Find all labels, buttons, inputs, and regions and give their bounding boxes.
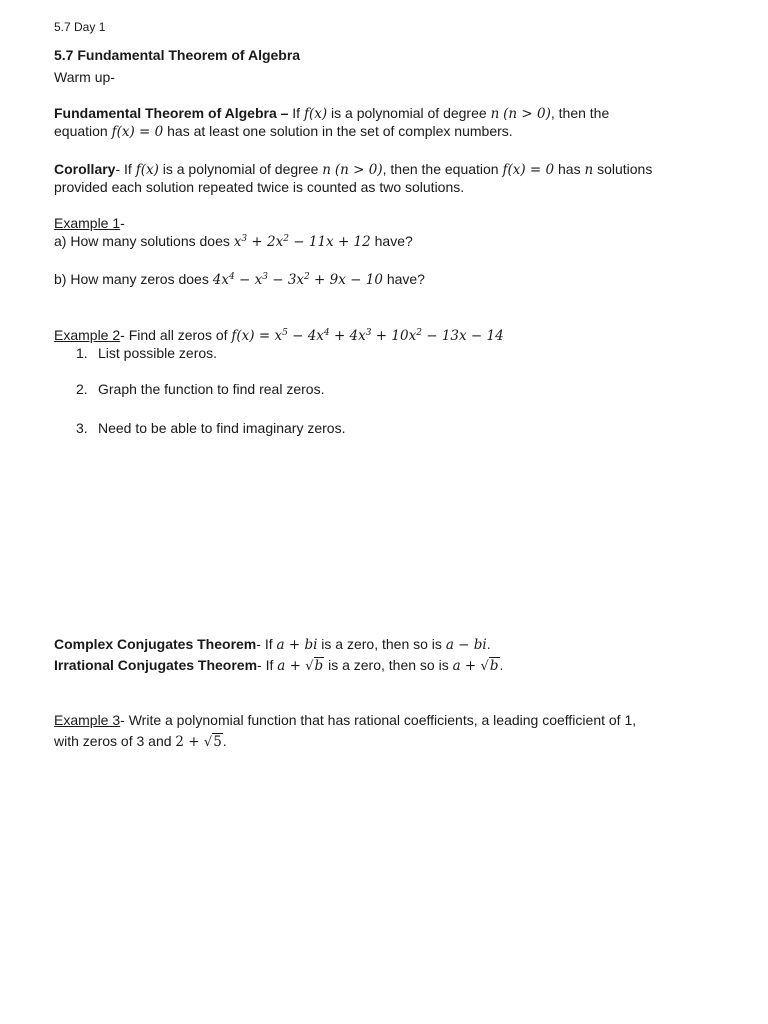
radicand: 5 [213,734,222,750]
example-1a-text: a) How many solutions does [54,233,234,249]
corollary-line-2: provided each solution repeated twice is counted as two solutions. [54,179,465,195]
corollary-n: n [584,162,594,178]
fta-line-2 [54,122,513,141]
example-2-step [76,344,217,362]
corollary-fx: f(x) [135,162,159,178]
fta-text: , then the [550,105,610,121]
example-2-text: - Find all zeros of [120,327,232,343]
example-1-label: Example 1 [54,215,121,231]
step-text: Need to be able to find imaginary zeros. [98,420,346,436]
example-3-text: . [222,733,227,749]
example-1a [54,232,413,251]
example-3-text: with zeros of 3 and [54,733,176,749]
example-2-step [76,380,324,398]
example-1-dash: - [120,215,125,231]
fta-text: is a polynomial of degree [327,105,491,121]
example-1-heading [54,214,125,232]
fta-line-1 [54,104,609,123]
corollary-text: - If [115,161,136,177]
step-text: List possible zeros. [98,345,218,361]
theorem-text: . [486,636,491,652]
irrational-conjugates-label: Irrational Conjugates Theorem [54,657,258,673]
example-1a-polynomial: $x^3 + 2x^2 - 11x + 12$ [233,234,371,250]
step-number: 1. [76,345,88,361]
corollary-text: solutions [593,161,653,177]
example-3-line-2 [54,732,227,752]
fta-equation: f(x) = 0 [111,124,164,140]
fta-fx: f(x) [303,106,328,122]
fta-n: n [490,106,500,122]
corollary-text: has [554,161,585,177]
example-1b [54,270,425,289]
corollary-text: , then the equation [382,161,503,177]
theorem-text: is a zero, then so is [317,636,446,652]
irrational-conjugates-theorem [54,656,503,676]
corollary-condition: (n > 0) [334,162,383,178]
example-3-text: - Write a polynomial function that has rational coefficients, a leading coefficient of 1, [120,712,637,728]
theorem-text: is a zero, then so is [324,657,453,673]
warmup-label: Warm up- [54,69,115,85]
example-2-function: $f(x) = x^5 - 4x^4 + 4x^3 + 10x^2 - 13x - 14$ [231,328,504,344]
example-3-zero: 2 + [175,734,204,750]
complex-conjugates-theorem [54,635,491,654]
square-root: √b [480,658,499,674]
fta-text: equation [54,123,112,139]
complex-conjugates-label: Complex Conjugates Theorem [54,636,257,652]
corollary-text: is a polynomial of degree [158,161,323,177]
example-1b-text: b) How many zeros does [54,271,213,287]
irrational-conjugate: a + [452,658,481,674]
example-1b-text: have? [382,271,425,287]
corollary-equation: f(x) = 0 [502,162,555,178]
complex-zero: a + bi [276,637,318,653]
step-text: Graph the function to find real zeros. [98,381,325,397]
square-root: √b [305,658,324,674]
complex-conjugate: a − bi [445,637,487,653]
example-1a-text: have? [370,233,413,249]
fta-condition: (n > 0) [503,106,551,122]
radicand: b [489,658,499,674]
corollary-line-1 [54,160,652,179]
theorem-text: - If [257,657,278,673]
irrational-zero: a + [277,658,306,674]
corollary-label: Corollary [54,161,116,177]
step-number: 3. [76,420,88,436]
example-3-line-1 [54,711,636,729]
theorem-text: - If [256,636,277,652]
step-number: 2. [76,381,88,397]
page-title: 5.7 Fundamental Theorem of Algebra [54,47,301,63]
example-1b-polynomial: $4x^4 - x^3 - 3x^2 + 9x - 10$ [212,272,383,288]
radicand: b [314,658,324,674]
day-label: 5.7 Day 1 [54,20,106,34]
theorem-text: . [499,657,504,673]
example-3-label: Example 3 [54,712,121,728]
example-2-label: Example 2 [54,327,121,343]
fta-text: has at least one solution in the set of complex numbers. [163,123,513,139]
example-2-step [76,419,345,437]
corollary-n: n [322,162,331,178]
example-2-heading [54,326,504,345]
square-root: √5 [203,734,222,750]
fta-label: Fundamental Theorem of Algebra – [54,105,289,121]
fta-text: If [288,105,304,121]
